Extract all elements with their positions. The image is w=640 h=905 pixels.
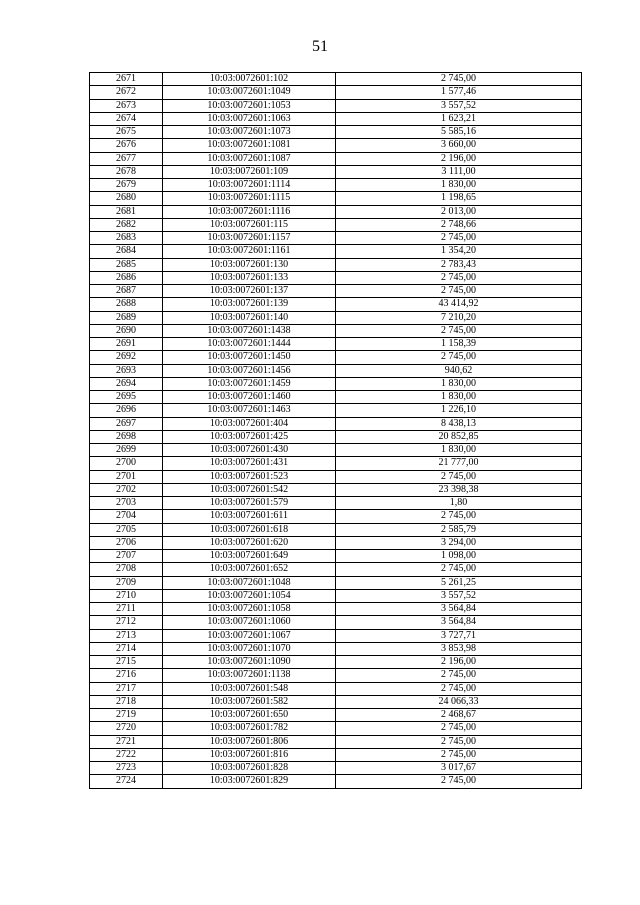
cadastral-number-cell: 10:03:0072601:1067 [163, 629, 336, 642]
table-row [90, 722, 582, 735]
row-number-cell: 2713 [90, 629, 163, 642]
cadastral-number-cell: 10:03:0072601:137 [163, 285, 336, 298]
table-row [90, 298, 582, 311]
row-number-cell: 2711 [90, 603, 163, 616]
value-cell: 1 098,00 [336, 550, 582, 563]
cadastral-number-cell: 10:03:0072601:404 [163, 417, 336, 430]
value-cell: 3 853,98 [336, 642, 582, 655]
table-row [90, 457, 582, 470]
row-number-cell: 2723 [90, 762, 163, 775]
value-cell: 2 196,00 [336, 152, 582, 165]
cadastral-number-cell: 10:03:0072601:611 [163, 510, 336, 523]
cadastral-number-cell: 10:03:0072601:430 [163, 444, 336, 457]
cadastral-number-cell: 10:03:0072601:582 [163, 695, 336, 708]
value-cell: 2 745,00 [336, 722, 582, 735]
value-cell: 940,62 [336, 364, 582, 377]
cadastral-number-cell: 10:03:0072601:1049 [163, 86, 336, 99]
cadastral-number-cell: 10:03:0072601:620 [163, 536, 336, 549]
table-row [90, 629, 582, 642]
value-cell: 3 294,00 [336, 536, 582, 549]
value-cell: 2 013,00 [336, 205, 582, 218]
value-cell: 2 745,00 [336, 669, 582, 682]
row-number-cell: 2680 [90, 192, 163, 205]
cadastral-number-cell: 10:03:0072601:806 [163, 735, 336, 748]
value-cell: 7 210,20 [336, 311, 582, 324]
table-row [90, 563, 582, 576]
row-number-cell: 2708 [90, 563, 163, 576]
table-row [90, 404, 582, 417]
cadastral-number-cell: 10:03:0072601:1463 [163, 404, 336, 417]
cadastral-number-cell: 10:03:0072601:1054 [163, 589, 336, 602]
row-number-cell: 2683 [90, 232, 163, 245]
cadastral-number-cell: 10:03:0072601:1090 [163, 656, 336, 669]
cadastral-number-cell: 10:03:0072601:133 [163, 271, 336, 284]
row-number-cell: 2719 [90, 709, 163, 722]
value-cell: 1 623,21 [336, 112, 582, 125]
row-number-cell: 2689 [90, 311, 163, 324]
table-row [90, 510, 582, 523]
row-number-cell: 2702 [90, 483, 163, 496]
cadastral-number-cell: 10:03:0072601:1058 [163, 603, 336, 616]
table-row [90, 179, 582, 192]
cadastral-number-cell: 10:03:0072601:139 [163, 298, 336, 311]
cadastral-number-cell: 10:03:0072601:1114 [163, 179, 336, 192]
cadastral-number-cell: 10:03:0072601:1459 [163, 377, 336, 390]
table-row [90, 642, 582, 655]
value-cell: 2 745,00 [336, 232, 582, 245]
cadastral-number-cell: 10:03:0072601:829 [163, 775, 336, 788]
row-number-cell: 2701 [90, 470, 163, 483]
row-number-cell: 2688 [90, 298, 163, 311]
table-row [90, 152, 582, 165]
cadastral-number-cell: 10:03:0072601:828 [163, 762, 336, 775]
table-row [90, 444, 582, 457]
value-cell: 3 017,67 [336, 762, 582, 775]
row-number-cell: 2681 [90, 205, 163, 218]
table-row [90, 576, 582, 589]
row-number-cell: 2682 [90, 218, 163, 231]
table-row [90, 709, 582, 722]
value-cell: 1 158,39 [336, 338, 582, 351]
cadastral-number-cell: 10:03:0072601:1460 [163, 391, 336, 404]
row-number-cell: 2704 [90, 510, 163, 523]
cadastral-number-cell: 10:03:0072601:109 [163, 165, 336, 178]
cadastral-number-cell: 10:03:0072601:523 [163, 470, 336, 483]
cadastral-number-cell: 10:03:0072601:1063 [163, 112, 336, 125]
row-number-cell: 2687 [90, 285, 163, 298]
value-cell: 3 557,52 [336, 589, 582, 602]
value-cell: 8 438,13 [336, 417, 582, 430]
table-row [90, 603, 582, 616]
row-number-cell: 2703 [90, 497, 163, 510]
cadastral-number-cell: 10:03:0072601:1444 [163, 338, 336, 351]
value-cell: 2 745,00 [336, 470, 582, 483]
cadastral-number-cell: 10:03:0072601:431 [163, 457, 336, 470]
table-row [90, 232, 582, 245]
cadastral-number-cell: 10:03:0072601:1157 [163, 232, 336, 245]
row-number-cell: 2678 [90, 165, 163, 178]
row-number-cell: 2699 [90, 444, 163, 457]
cadastral-number-cell: 10:03:0072601:650 [163, 709, 336, 722]
cadastral-number-cell: 10:03:0072601:1073 [163, 126, 336, 139]
row-number-cell: 2677 [90, 152, 163, 165]
table-row [90, 285, 582, 298]
value-cell: 20 852,85 [336, 430, 582, 443]
value-cell: 1 198,65 [336, 192, 582, 205]
cadastral-number-cell: 10:03:0072601:1161 [163, 245, 336, 258]
row-number-cell: 2700 [90, 457, 163, 470]
value-cell: 2 468,67 [336, 709, 582, 722]
value-cell: 3 111,00 [336, 165, 582, 178]
table-row [90, 245, 582, 258]
value-cell: 2 745,00 [336, 73, 582, 86]
table-row [90, 192, 582, 205]
cadastral-value-table [89, 72, 582, 789]
value-cell: 3 727,71 [336, 629, 582, 642]
value-cell: 1 830,00 [336, 444, 582, 457]
value-cell: 1 577,46 [336, 86, 582, 99]
value-cell: 2 585,79 [336, 523, 582, 536]
table-body [90, 73, 582, 789]
table-row [90, 695, 582, 708]
row-number-cell: 2694 [90, 377, 163, 390]
cadastral-number-cell: 10:03:0072601:579 [163, 497, 336, 510]
row-number-cell: 2716 [90, 669, 163, 682]
table-row [90, 523, 582, 536]
value-cell: 3 564,84 [336, 616, 582, 629]
row-number-cell: 2695 [90, 391, 163, 404]
table-row [90, 112, 582, 125]
cadastral-number-cell: 10:03:0072601:1456 [163, 364, 336, 377]
value-cell: 2 745,00 [336, 271, 582, 284]
table-row [90, 271, 582, 284]
table-row [90, 748, 582, 761]
value-cell: 2 745,00 [336, 563, 582, 576]
table-row [90, 417, 582, 430]
value-cell: 1 830,00 [336, 391, 582, 404]
row-number-cell: 2718 [90, 695, 163, 708]
row-number-cell: 2717 [90, 682, 163, 695]
value-cell: 2 745,00 [336, 748, 582, 761]
table-row [90, 669, 582, 682]
cadastral-number-cell: 10:03:0072601:425 [163, 430, 336, 443]
cadastral-number-cell: 10:03:0072601:618 [163, 523, 336, 536]
value-cell: 3 557,52 [336, 99, 582, 112]
value-cell: 2 745,00 [336, 351, 582, 364]
row-number-cell: 2710 [90, 589, 163, 602]
table-row [90, 218, 582, 231]
row-number-cell: 2674 [90, 112, 163, 125]
table-row [90, 483, 582, 496]
cadastral-number-cell: 10:03:0072601:1053 [163, 99, 336, 112]
row-number-cell: 2692 [90, 351, 163, 364]
cadastral-number-cell: 10:03:0072601:652 [163, 563, 336, 576]
table-row [90, 139, 582, 152]
cadastral-number-cell: 10:03:0072601:782 [163, 722, 336, 735]
cadastral-number-cell: 10:03:0072601:1048 [163, 576, 336, 589]
cadastral-number-cell: 10:03:0072601:649 [163, 550, 336, 563]
value-cell: 2 745,00 [336, 682, 582, 695]
cadastral-number-cell: 10:03:0072601:1060 [163, 616, 336, 629]
row-number-cell: 2715 [90, 656, 163, 669]
value-cell: 2 745,00 [336, 775, 582, 788]
value-cell: 3 660,00 [336, 139, 582, 152]
table-row [90, 165, 582, 178]
cadastral-number-cell: 10:03:0072601:140 [163, 311, 336, 324]
row-number-cell: 2686 [90, 271, 163, 284]
table-row [90, 497, 582, 510]
value-cell: 2 196,00 [336, 656, 582, 669]
table-row [90, 775, 582, 788]
row-number-cell: 2705 [90, 523, 163, 536]
cadastral-number-cell: 10:03:0072601:1450 [163, 351, 336, 364]
row-number-cell: 2690 [90, 324, 163, 337]
table-row [90, 311, 582, 324]
cadastral-number-cell: 10:03:0072601:1081 [163, 139, 336, 152]
value-cell: 5 261,25 [336, 576, 582, 589]
table-row [90, 364, 582, 377]
value-cell: 2 748,66 [336, 218, 582, 231]
page-number: 51 [312, 38, 328, 55]
row-number-cell: 2685 [90, 258, 163, 271]
row-number-cell: 2696 [90, 404, 163, 417]
table-row [90, 73, 582, 86]
row-number-cell: 2676 [90, 139, 163, 152]
table-row [90, 205, 582, 218]
value-cell: 23 398,38 [336, 483, 582, 496]
value-cell: 2 745,00 [336, 324, 582, 337]
row-number-cell: 2675 [90, 126, 163, 139]
cadastral-number-cell: 10:03:0072601:1116 [163, 205, 336, 218]
table-row [90, 86, 582, 99]
value-cell: 2 745,00 [336, 735, 582, 748]
table-row [90, 391, 582, 404]
row-number-cell: 2698 [90, 430, 163, 443]
table-row [90, 377, 582, 390]
table-row [90, 324, 582, 337]
table-row [90, 99, 582, 112]
table-row [90, 735, 582, 748]
cadastral-number-cell: 10:03:0072601:1115 [163, 192, 336, 205]
table-row [90, 430, 582, 443]
row-number-cell: 2714 [90, 642, 163, 655]
cadastral-number-cell: 10:03:0072601:1438 [163, 324, 336, 337]
cadastral-number-cell: 10:03:0072601:130 [163, 258, 336, 271]
value-cell: 3 564,84 [336, 603, 582, 616]
row-number-cell: 2712 [90, 616, 163, 629]
value-cell: 1 830,00 [336, 377, 582, 390]
row-number-cell: 2721 [90, 735, 163, 748]
value-cell: 2 745,00 [336, 285, 582, 298]
table-row [90, 682, 582, 695]
value-cell: 21 777,00 [336, 457, 582, 470]
cadastral-number-cell: 10:03:0072601:1070 [163, 642, 336, 655]
table-row [90, 470, 582, 483]
row-number-cell: 2724 [90, 775, 163, 788]
table-row [90, 536, 582, 549]
row-number-cell: 2693 [90, 364, 163, 377]
value-cell: 1 226,10 [336, 404, 582, 417]
value-cell: 43 414,92 [336, 298, 582, 311]
table-row [90, 616, 582, 629]
cadastral-number-cell: 10:03:0072601:542 [163, 483, 336, 496]
row-number-cell: 2707 [90, 550, 163, 563]
row-number-cell: 2722 [90, 748, 163, 761]
table-row [90, 656, 582, 669]
table-row [90, 126, 582, 139]
row-number-cell: 2706 [90, 536, 163, 549]
cadastral-number-cell: 10:03:0072601:548 [163, 682, 336, 695]
value-cell: 1,80 [336, 497, 582, 510]
value-cell: 24 066,33 [336, 695, 582, 708]
row-number-cell: 2673 [90, 99, 163, 112]
table-row [90, 550, 582, 563]
row-number-cell: 2720 [90, 722, 163, 735]
value-cell: 1 354,20 [336, 245, 582, 258]
row-number-cell: 2697 [90, 417, 163, 430]
table-row [90, 589, 582, 602]
row-number-cell: 2672 [90, 86, 163, 99]
cadastral-number-cell: 10:03:0072601:1087 [163, 152, 336, 165]
cadastral-number-cell: 10:03:0072601:102 [163, 73, 336, 86]
value-cell: 2 745,00 [336, 510, 582, 523]
row-number-cell: 2671 [90, 73, 163, 86]
cadastral-number-cell: 10:03:0072601:115 [163, 218, 336, 231]
table-row [90, 338, 582, 351]
table-row [90, 258, 582, 271]
table-row [90, 762, 582, 775]
value-cell: 5 585,16 [336, 126, 582, 139]
row-number-cell: 2679 [90, 179, 163, 192]
row-number-cell: 2691 [90, 338, 163, 351]
cadastral-number-cell: 10:03:0072601:1138 [163, 669, 336, 682]
row-number-cell: 2709 [90, 576, 163, 589]
table-row [90, 351, 582, 364]
cadastral-number-cell: 10:03:0072601:816 [163, 748, 336, 761]
value-cell: 1 830,00 [336, 179, 582, 192]
value-cell: 2 783,43 [336, 258, 582, 271]
row-number-cell: 2684 [90, 245, 163, 258]
